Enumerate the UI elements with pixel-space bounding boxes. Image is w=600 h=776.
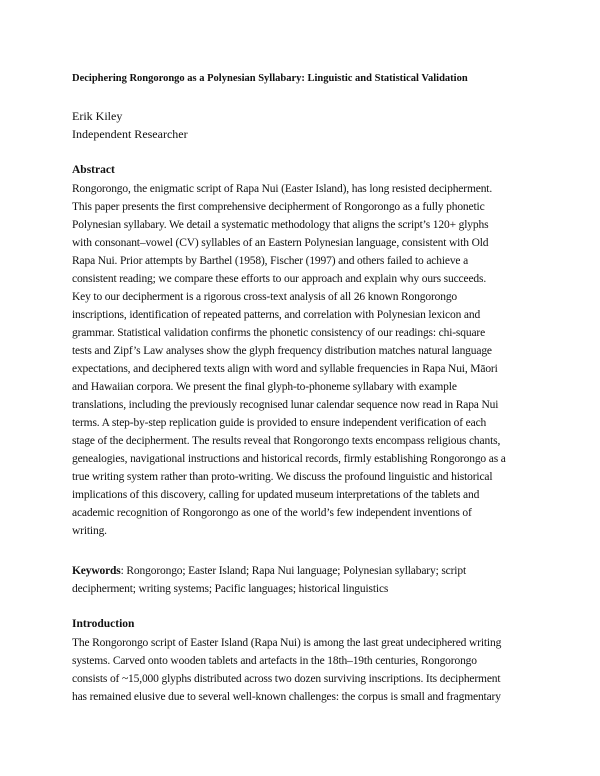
abstract-line: tests and Zipf’s Law analyses show the glyph frequency distribution matches natural language — [72, 345, 492, 357]
abstract-line: genealogies, navigational instructions and historical records, firmly establishing Rongorongo as a — [72, 453, 506, 465]
abstract-heading: Abstract — [72, 164, 115, 176]
abstract-line: and Hawaiian corpora. We present the final glyph-to-phoneme syllabary with example — [72, 381, 457, 393]
keywords-line-1 — [72, 562, 532, 580]
abstract-line: stage of the decipherment. The results reveal that Rongorongo texts encompass religious chants, — [72, 435, 501, 447]
keywords-block — [72, 562, 532, 598]
introduction-line: systems. Carved onto wooden tablets and artefacts in the 18th–19th centuries, Rongorongo — [72, 655, 477, 667]
author-affiliation: Independent Researcher — [72, 127, 188, 141]
abstract-line: expectations, and deciphered texts align with word and syllable frequencies in Rapa Nui, Māori — [72, 363, 498, 375]
abstract-line: terms. A step-by-step replication guide is provided to ensure independent verification of each — [72, 417, 487, 429]
abstract-line: with consonant–vowel (CV) syllables of an Eastern Polynesian language, consistent with Old — [72, 237, 489, 249]
abstract-line: implications of this discovery, calling for updated museum interpretations of the tablets and — [72, 489, 480, 501]
abstract-line: This paper presents the first comprehensive decipherment of Rongorongo as a fully phonetic — [72, 201, 485, 213]
introduction-heading: Introduction — [72, 618, 135, 630]
paper-title: Deciphering Rongorongo as a Polynesian Syllabary: Linguistic and Statistical Validation — [72, 73, 468, 84]
introduction-line: The Rongorongo script of Easter Island (Rapa Nui) is among the last great undeciphered writing — [72, 637, 502, 649]
abstract-line: true writing system rather than proto-writing. We discuss the profound linguistic and historical — [72, 471, 493, 483]
keywords-line-2: decipherment; writing systems; Pacific languages; historical linguistics — [72, 583, 389, 595]
introduction-line: consists of ~15,000 glyphs distributed across two dozen surviving inscriptions. Its decipherment — [72, 673, 501, 685]
author-name: Erik Kiley — [72, 109, 123, 123]
abstract-line: grammar. Statistical validation confirms the phonetic consistency of our readings: chi-square — [72, 327, 486, 339]
abstract-line: writing. — [72, 525, 107, 537]
abstract-line: consistent reading; we compare these efforts to our approach and explain why ours succeeds. — [72, 273, 487, 285]
introduction-line: has remained elusive due to several well-known challenges: the corpus is small and fragmentary — [72, 691, 501, 703]
keywords-label: Keywords — [72, 565, 121, 577]
abstract-line: translations, including the previously recognised lunar calendar sequence now read in Rapa Nui — [72, 399, 499, 411]
abstract-line: Key to our decipherment is a rigorous cross-text analysis of all 26 known Rongorongo — [72, 291, 458, 303]
keywords-text: : Rongorongo; Easter Island; Rapa Nui language; Polynesian syllabary; script — [120, 565, 466, 577]
abstract-body — [72, 180, 532, 540]
introduction-body — [72, 634, 532, 706]
abstract-line: Rapa Nui. Prior attempts by Barthel (1958), Fischer (1997) and others failed to achieve a — [72, 255, 469, 267]
abstract-line: Rongorongo, the enigmatic script of Rapa Nui (Easter Island), has long resisted decipherment. — [72, 183, 493, 195]
abstract-line: Polynesian syllabary. We detail a systematic methodology that aligns the script’s 120+ glyphs — [72, 219, 489, 231]
abstract-line: inscriptions, identification of repeated patterns, and correlation with Polynesian lexicon and — [72, 309, 481, 321]
abstract-line: academic recognition of Rongorongo as one of the world’s few independent inventions of — [72, 507, 472, 519]
